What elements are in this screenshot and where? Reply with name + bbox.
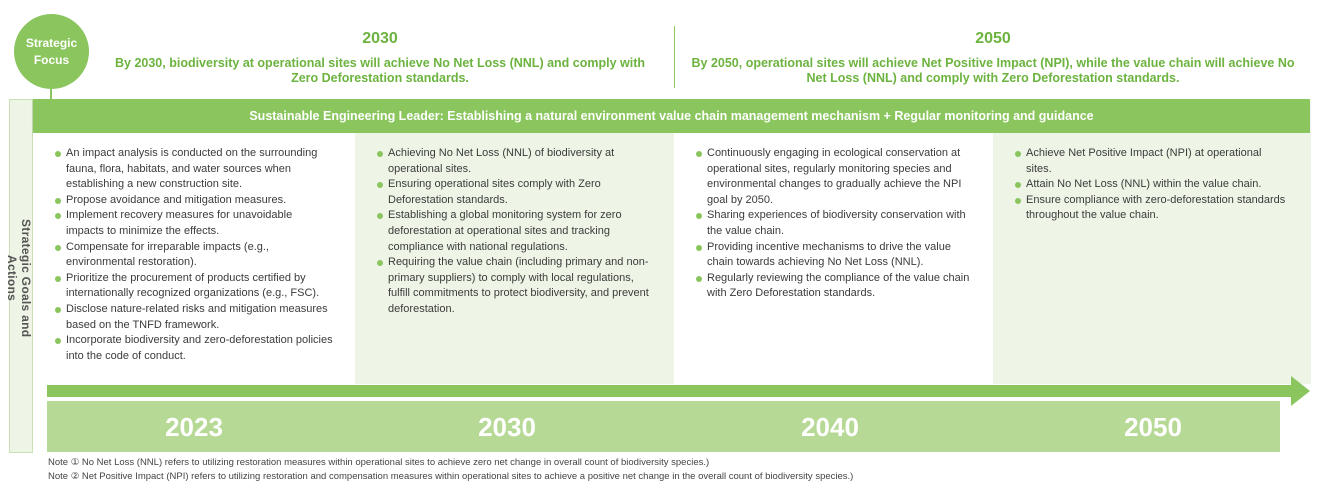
timeline-arrow-head-icon [1291,376,1310,406]
goal-2050-text: By 2050, operational sites will achieve Net Positive Impact (NPI), while the value chain will achieve No Net Loss (NNL) and comply with Zero Deforestation standards. [691,56,1295,85]
goal-2030-text: By 2030, biodiversity at operational sites will achieve No Net Loss (NNL) and comply with Zero Deforestation standards. [115,56,645,85]
list-item: Implement recovery measures for unavoidable impacts to minimize the effects. [55,208,333,239]
list-item: Providing incentive mechanisms to drive the value chain towards achieving No Net Loss (NNL). [696,240,971,271]
list-item: Establishing a global monitoring system for zero deforestation at operational sites and tracking compliance with national regulations. [377,208,652,255]
strategic-focus-line2: Focus [33,52,70,67]
list-item: Prioritize the procurement of products certified by internationally recognized organizations (e.g., FSC). [55,271,333,302]
goal-2030-year: 2030 [362,30,398,47]
list-item: Disclose nature-related risks and mitigation measures based on the TNFD framework. [55,302,333,333]
column-2023 [33,133,355,384]
note-npi: Note ② Net Positive Impact (NPI) refers to utilizing restoration and compensation measures within operational sites to achieve a positive net change in the overall count of biodiversity species.) [48,471,854,482]
list-item: Ensuring operational sites comply with Zero Deforestation standards. [377,177,652,208]
list-item: An impact analysis is conducted on the surrounding fauna, flora, habitats, and water sources when establishing a new construction site. [55,146,333,193]
column-2050-list [1015,146,1289,224]
banner-text: Sustainable Engineering Leader: Establishing a natural environment value chain management mechanism + Regular monitoring and guidance [249,109,1094,123]
column-2030 [355,133,674,384]
list-item: Achieving No Net Loss (NNL) of biodiversity at operational sites. [377,146,652,177]
column-2050 [993,133,1311,384]
list-item: Propose avoidance and mitigation measures. [55,193,333,209]
list-item: Regularly reviewing the compliance of the value chain with Zero Deforestation standards. [696,271,971,302]
goal-divider [674,26,675,88]
list-item: Incorporate biodiversity and zero-deforestation policies into the code of conduct. [55,333,333,364]
list-item: Ensure compliance with zero-deforestation standards throughout the value chain. [1015,193,1289,224]
year-label-2030: 2030 [478,412,536,442]
column-2040-list [696,146,971,302]
list-item: Sharing experiences of biodiversity conservation with the value chain. [696,208,971,239]
list-item: Attain No Net Loss (NNL) within the value chain. [1015,177,1289,193]
goal-2050 [688,28,1298,85]
column-2030-list [377,146,652,318]
banner [33,99,1310,133]
goal-2050-year: 2050 [975,30,1011,47]
goal-2030 [110,28,650,85]
list-item: Compensate for irreparable impacts (e.g., environmental restoration). [55,240,333,271]
strategic-focus-line1: Strategic [25,35,78,50]
strategic-goals-label: Strategic Goals and Actions [5,218,33,338]
column-2023-list [55,146,333,364]
year-label-2040: 2040 [801,412,859,442]
year-label-2023: 2023 [165,412,223,442]
list-item: Requiring the value chain (including primary and non-primary suppliers) to comply with local regulations, fulfill commitments to protect biodiversity, and prevent deforestation. [377,255,652,317]
note-nnl: Note ① No Net Loss (NNL) refers to utilizing restoration measures within operational sites to achieve zero net change in overall count of biodiversity species.) [48,457,710,468]
strategic-focus-badge [14,14,89,89]
year-label-2050: 2050 [1124,412,1182,442]
list-item: Achieve Net Positive Impact (NPI) at operational sites. [1015,146,1289,177]
timeline-arrow-shaft [47,385,1292,397]
column-2040 [674,133,993,384]
list-item: Continuously engaging in ecological conservation at operational sites, regularly monitoring species and environmental changes to gradually achieve the NPI goal by 2050. [696,146,971,208]
